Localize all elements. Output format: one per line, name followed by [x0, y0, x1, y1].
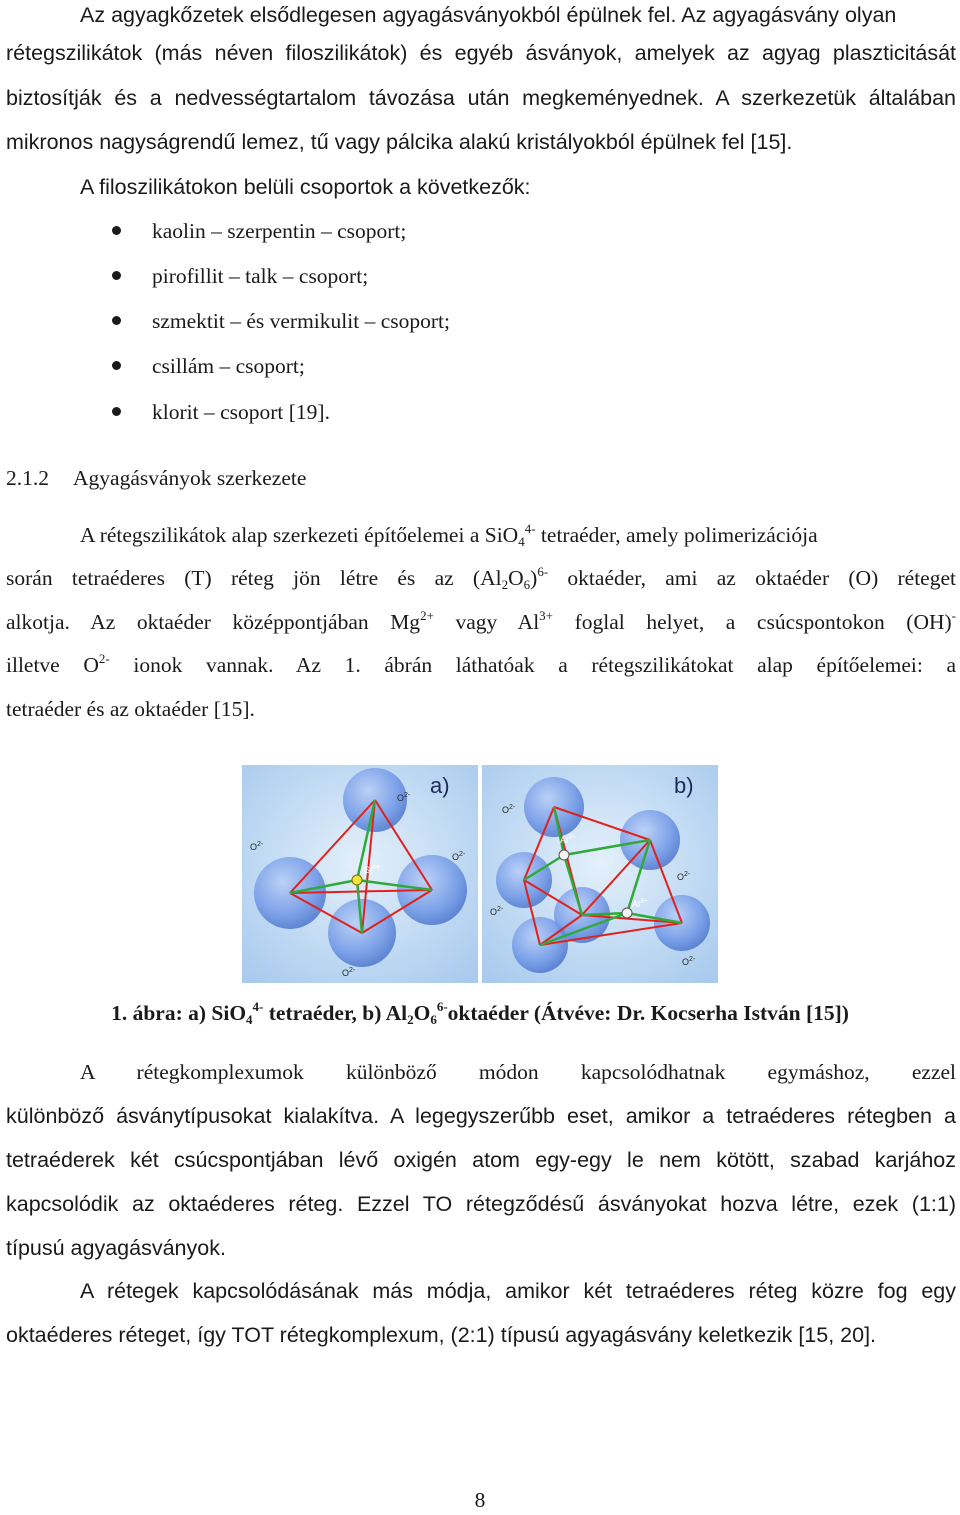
oxygen-label: $O^{2-}$ — [502, 804, 516, 815]
octahedron-diagram — [482, 765, 718, 983]
list-item-text: kaolin – szerpentin – csoport; — [152, 219, 407, 243]
oxygen-label: $O^{2-}$ — [342, 967, 356, 978]
para2-line-4: illetve $O^{2-}$ ionok vannak. Az 1. ábrán láthatóak a rétegszilikátokat alap építőelemei: a — [6, 651, 956, 677]
list-item-text: klorit – csoport [19]. — [152, 400, 330, 424]
oxygen-label: $O^{2-}$ — [677, 871, 691, 882]
section-heading — [6, 463, 956, 493]
tetrahedron-diagram — [242, 765, 478, 983]
page-number: 8 — [474, 1488, 486, 1512]
intro-line-2: rétegszilikátok (más néven filoszilikátok) és egyéb ásványok, amelyek az agyag plaszticitását — [6, 41, 956, 65]
oxygen-label: $O^{2-}$ — [682, 956, 696, 967]
al-label: $Al^{3+}$ — [632, 898, 648, 909]
list-item-text: szmektit – és vermikulit – csoport; — [152, 309, 450, 333]
oxygen-label: $O^{2-}$ — [452, 851, 466, 862]
list-item-text: csillám – csoport; — [152, 354, 305, 378]
para3-line-2b: A legegyszerűbb eset, amikor a tetraéderes rétegben a — [379, 1104, 956, 1128]
list-item-text: pirofillit – talk – csoport; — [152, 264, 369, 288]
intro-line-4: mikronos nagyságrendű lemez, tű vagy pálcika alakú kristályokból épülnek fel [15]. — [6, 130, 793, 154]
intro-line-5: A filoszilikátokon belüli csoportok a következők: — [80, 175, 531, 199]
para3-line-5: típusú agyagásványok. — [6, 1236, 226, 1260]
section-number: 2.1.2 — [6, 466, 49, 490]
intro-line-3 — [6, 83, 956, 113]
para3-line-4: kapcsolódik az oktaéderes réteg. Ezzel TO rétegződésű ásványokat hozva létre, ezek (1:1) — [6, 1192, 956, 1216]
para3-line-3: tetraéderek két csúcspontjában lévő oxigén atom egy-egy le nem kötött, szabad karjához — [6, 1148, 956, 1172]
figure-1 — [242, 765, 722, 985]
para2-line-1: A rétegszilikátok alap szerkezeti építőelemei a SiO$_4^{4-}$ tetraéder, amely polimerizációja — [80, 521, 818, 549]
para3-line-2 — [6, 1101, 956, 1134]
aluminum-atom — [559, 850, 569, 860]
al-label: $Al^{3+}$ — [560, 834, 576, 845]
aluminum-atom — [622, 908, 632, 918]
bullet-icon — [112, 361, 121, 370]
para2-line-5: tetraéder és az oktaéder [15]. — [6, 697, 255, 721]
para4-line-2: oktaéderes réteget, így TOT rétegkomplexum, (2:1) típusú agyagásvány keletkezik [15, 20]. — [6, 1323, 877, 1347]
bullet-icon — [112, 271, 121, 280]
intro-line-3a: biztosítják és a nedvességtartalom távozása után megkeményednek. — [6, 86, 704, 110]
figure-caption: 1. ábra: a) SiO$_4^{4-}$ tetraéder, b) $Al_2O_6^{6-}oktaéder$ (Átvéve: Dr. Kocserha István [15]) — [111, 999, 849, 1027]
silicon-atom — [352, 875, 362, 885]
bullet-icon — [112, 316, 121, 325]
tetrahedron-panel — [242, 765, 478, 983]
intro-line-3b: A szerkezetük általában — [703, 86, 956, 110]
para2-line-3: alkotja. Az oktaéder középpontjában $Mg^{2+}$ vagy $Al^{3+}$ foglal helyet, a csúcspontokon (OH)- — [6, 608, 957, 634]
panel-label-b: b) — [674, 773, 694, 798]
intro-line-1: Az agyagkőzetek elsődlegesen agyagásványokból épülnek fel. Az agyagásvány olyan — [80, 3, 897, 27]
bullet-icon — [112, 407, 121, 416]
si-label: $Si^{4+}$ — [364, 864, 380, 875]
panel-label-a: a) — [430, 773, 450, 798]
bullet-icon — [112, 226, 121, 235]
para4-line-1: A rétegek kapcsolódásának más módja, amikor két tetraéderes réteg közre fog egy — [80, 1279, 956, 1303]
oxygen-label: $O^{2-}$ — [397, 792, 411, 803]
octahedron-panel — [482, 765, 718, 983]
para3-line-1: A rétegkomplexumok különböző módon kapcsolódhatnak egymáshoz, ezzel — [80, 1060, 956, 1084]
para3-line-2a: különböző ásványtípusokat kialakítva. — [6, 1104, 380, 1128]
para2-line-2: során tetraéderes (T) réteg jön létre és az $(Al_2O_6)^{6-}$ oktaéder, ami az oktaéder (O) réteget — [6, 564, 956, 592]
section-title: Agyagásványok szerkezete — [73, 466, 307, 490]
oxygen-label: $O^{2-}$ — [490, 906, 504, 917]
oxygen-label: $O^{2-}$ — [250, 841, 264, 852]
